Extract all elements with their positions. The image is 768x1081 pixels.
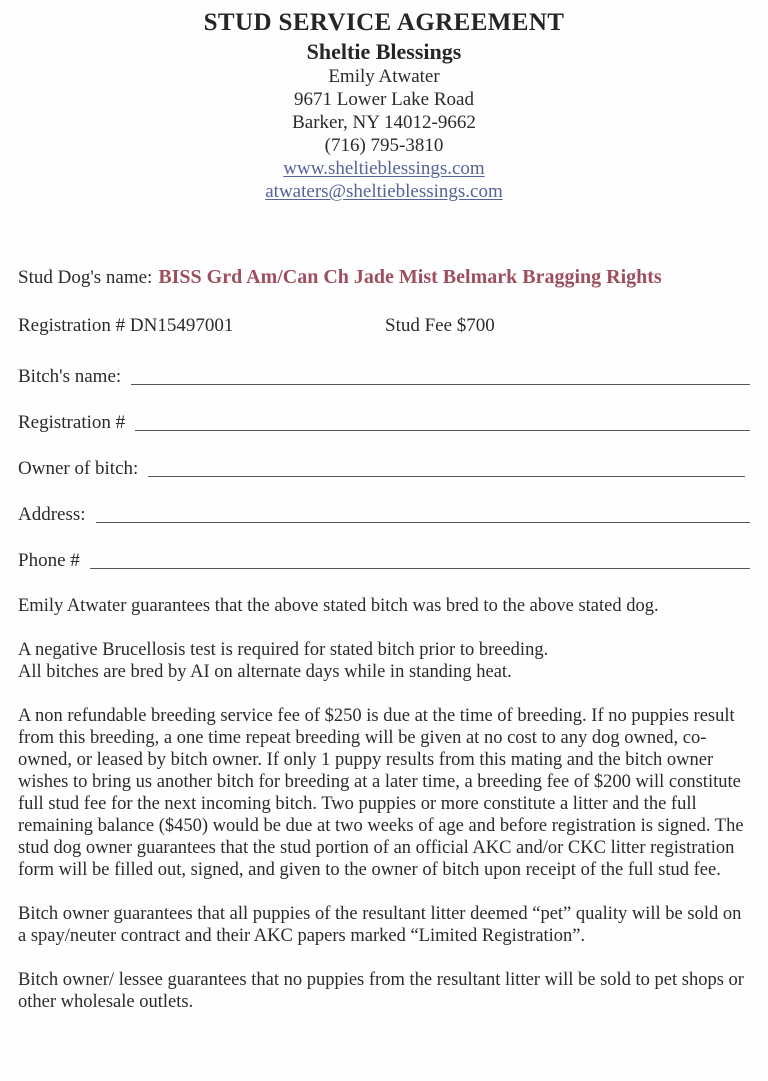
owner-of-bitch-input[interactable] [148, 476, 745, 477]
document-header [0, 0, 768, 203]
stud-dog-name-row [18, 265, 750, 290]
bitch-name-label: Bitch's name: [18, 366, 122, 387]
brucellosis-line-1: A negative Brucellosis test is required for stated bitch prior to breeding. [18, 640, 549, 660]
paragraph-fees: A non refundable breeding service fee of $250 is due at the time of breeding. If no puppies result from this breeding, a one time repeat breeding will be given at no cost to any dog owned, co-owned, or leased by bitch owner. If only 1 puppy results from this mating and the bitch owner wishes to bring us another bitch for breeding at a later time, a breeding fee of $200 will constitute full stud fee for the next incoming bitch. Two puppies or more constitute a litter and the full remaining balance ($450) would be due at two weeks of age and before registration is signed. The stud dog owner guarantees that the stud portion of an official AKC and/or CKC litter registration form will be filled out, signed, and given to the owner of bitch upon receipt of the full stud fee. [18, 706, 744, 880]
fill-in-form-fields [0, 365, 768, 572]
stud-registration-number: Registration # DN15497001 [18, 315, 234, 336]
paragraph-pet-quality: Bitch owner guarantees that all puppies of the resultant litter deemed “pet” quality will be sold on a spay/neuter contract and their AKC papers marked “Limited Registration”. [18, 904, 742, 946]
stud-fee-amount: Stud Fee $700 [385, 315, 495, 336]
registration-label: Registration # [18, 412, 126, 433]
field-row-phone [18, 549, 750, 572]
email-link[interactable]: atwaters@sheltieblessings.com [265, 181, 503, 202]
address-label: Address: [18, 504, 86, 525]
owner-of-bitch-label: Owner of bitch: [18, 458, 139, 479]
phone-input[interactable] [90, 568, 750, 569]
page-title: STUD SERVICE AGREEMENT [203, 9, 565, 36]
field-row-address [18, 503, 750, 526]
brucellosis-line-2: All bitches are bred by AI on alternate days while in standing heat. [18, 662, 512, 682]
stud-dog-section [0, 265, 768, 338]
city-state-zip: Barker, NY 14012-9662 [292, 112, 476, 133]
stud-dog-name-value: BISS Grd Am/Can Ch Jade Mist Belmark Bragging Rights [158, 266, 662, 288]
paragraph-brucellosis [18, 639, 750, 683]
registration-fee-row [18, 314, 750, 338]
address-input[interactable] [96, 522, 750, 523]
registration-input[interactable] [135, 430, 750, 431]
website-link[interactable]: www.sheltieblessings.com [283, 158, 485, 179]
owner-name: Emily Atwater [328, 66, 440, 87]
phone-number: (716) 795-3810 [324, 135, 444, 156]
field-row-owner-of-bitch [18, 457, 750, 480]
kennel-name: Sheltie Blessings [306, 39, 462, 64]
paragraph-no-pet-shops: Bitch owner/ lessee guarantees that no puppies from the resultant litter will be sold to pet shops or other wholesale outlets. [18, 970, 744, 1012]
field-row-registration [18, 411, 750, 434]
paragraph-guarantee: Emily Atwater guarantees that the above stated bitch was bred to the above stated dog. [18, 596, 659, 616]
street-address: 9671 Lower Lake Road [294, 89, 474, 110]
field-row-bitch-name [18, 365, 750, 388]
contract-body [0, 595, 768, 1013]
stud-dog-name-label: Stud Dog's name: [18, 267, 153, 288]
bitch-name-input[interactable] [131, 384, 750, 385]
phone-label: Phone # [18, 550, 80, 571]
